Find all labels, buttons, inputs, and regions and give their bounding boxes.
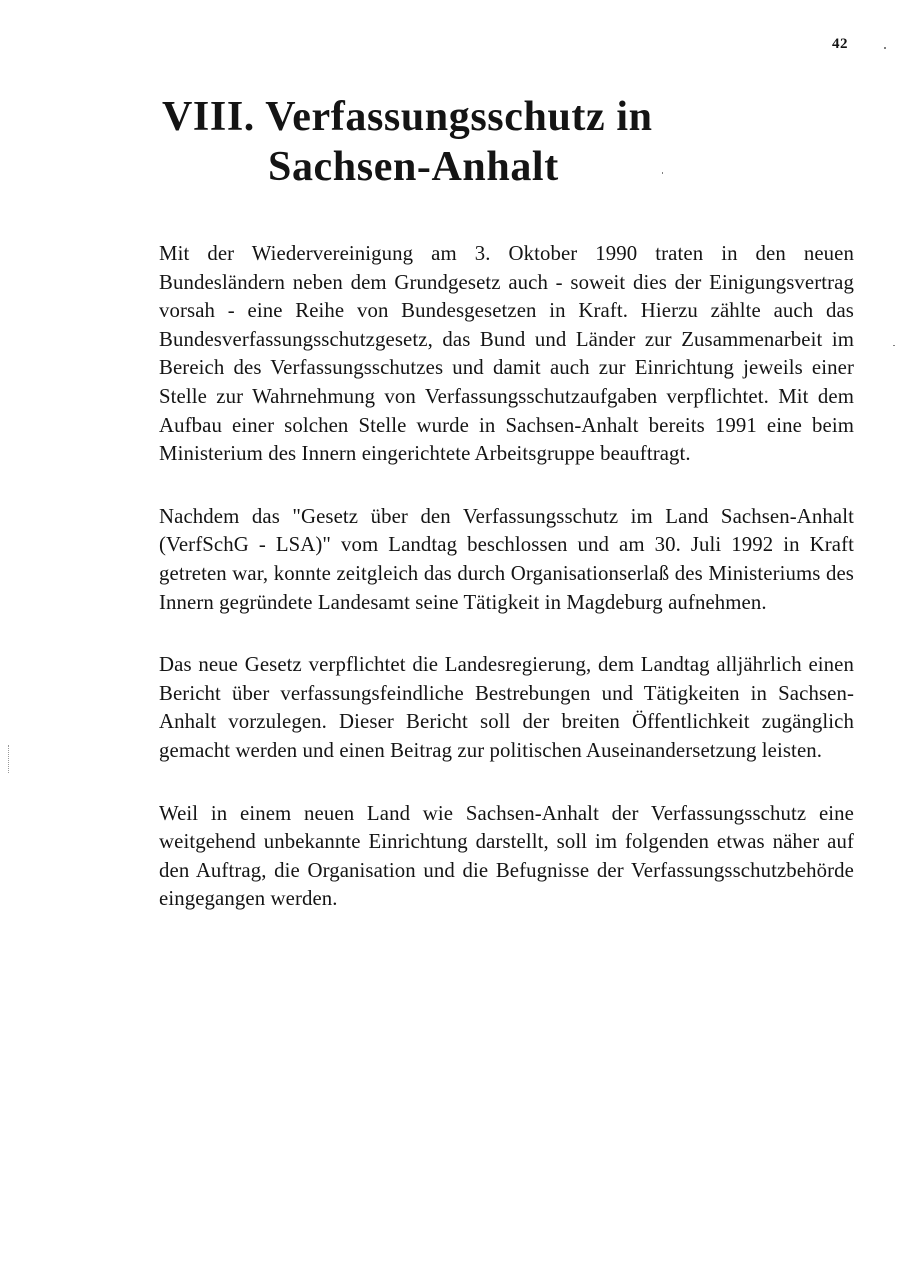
paragraph: Nachdem das "Gesetz über den Verfassungsschutz im Land Sachsen-Anhalt (VerfSchG - LSA)" vom Landtag beschlossen und am 30. Juli 1992 in Kraft getreten war, konnte zeitgleich das durch Organisationserlaß des Ministeriums des Innern gegründete Landesamt seine Tätigkeit in Magdeburg aufnehmen.	[159, 504, 854, 614]
chapter-heading-line-2: Sachsen-Anhalt	[268, 144, 559, 190]
page-number: 42	[832, 36, 848, 52]
paragraph: Weil in einem neuen Land wie Sachsen-Anhalt der Verfassungsschutz eine weitgehend unbekannte Einrichtung darstellt, soll im folgenden etwas näher auf den Auftrag, die Organisation und die Befugnisse der Verfassungsschutzbehörde eingegangen werden.	[159, 801, 854, 911]
chapter-heading-line-1: VIII. Verfassungsschutz in	[162, 94, 653, 140]
chapter-heading	[162, 92, 653, 192]
body-text	[159, 240, 854, 948]
margin-scan-mark	[8, 745, 10, 773]
scan-speck	[893, 345, 895, 346]
scan-speck	[884, 47, 886, 49]
paragraph: Mit der Wiedervereinigung am 3. Oktober 1990 traten in den neuen Bundesländern neben dem Grundgesetz auch - soweit dies der Einigungsvertrag vorsah - eine Reihe von Bundesgesetzen in Kraft. Hierzu zählte auch das Bundesverfassungsschutzgesetz, das Bund und Länder zur Zusammenarbeit im Bereich des Verfassungsschutzes und damit auch zur Einrichtung jeweils einer Stelle zur Wahrnehmung von Verfassungsschutzaufgaben verpflichtet. Mit dem Aufbau einer solchen Stelle wurde in Sachsen-Anhalt bereits 1991 eine beim Ministerium des Innern eingerichtete Arbeitsgruppe beauftragt.	[159, 242, 854, 466]
paragraph: Das neue Gesetz verpflichtet die Landesregierung, dem Landtag alljährlich einen Bericht über verfassungsfeindliche Bestrebungen und Tätigkeiten in Sachsen-Anhalt vorzulegen. Dieser Bericht soll der breiten Öffentlichkeit zugänglich gemacht werden und einen Beitrag zur politischen Auseinandersetzung leisten.	[159, 653, 854, 762]
scan-speck	[662, 172, 663, 174]
